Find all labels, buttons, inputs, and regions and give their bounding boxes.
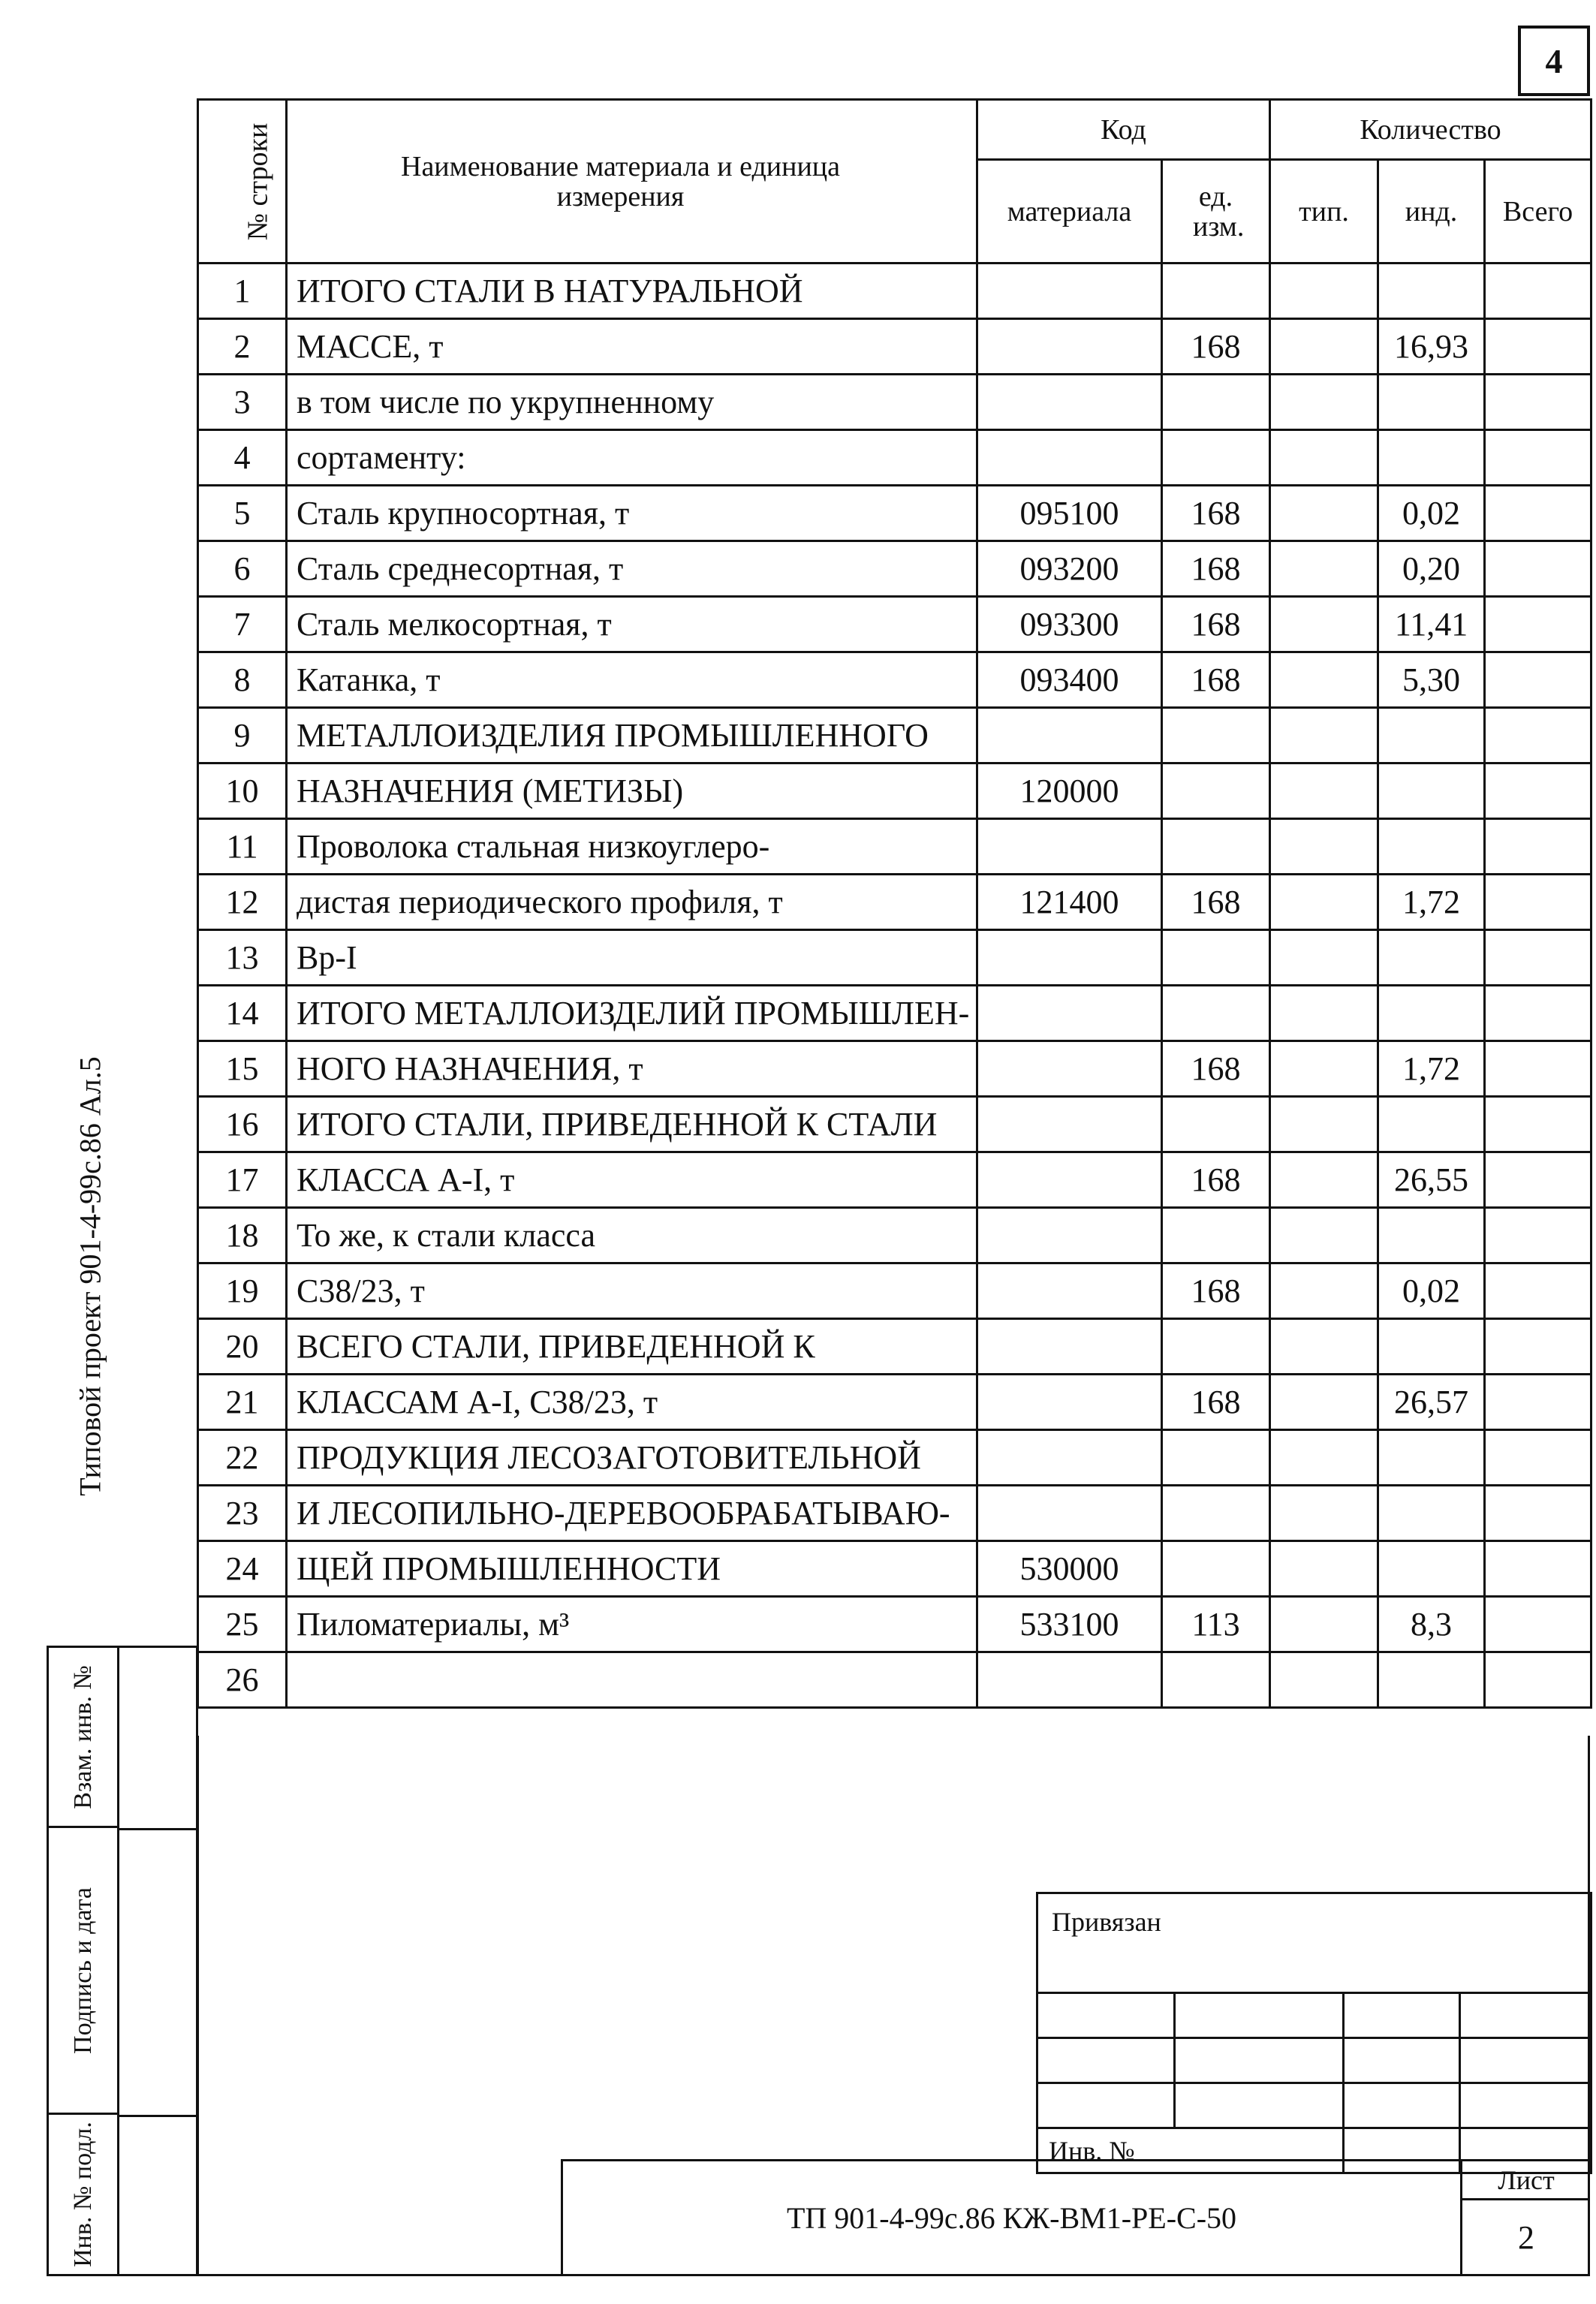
row-qty-ind-cell: 5,30	[1378, 652, 1485, 708]
row-unit-code-cell	[1162, 763, 1270, 819]
exchange-inv-cell: Взам. инв. №	[49, 1648, 119, 1828]
row-number-cell: 23	[198, 1486, 287, 1541]
row-qty-total-cell	[1485, 1152, 1591, 1208]
table-row	[198, 319, 1591, 375]
row-qty-typ-cell	[1270, 1319, 1378, 1375]
header-code-group: Код	[977, 100, 1270, 160]
row-qty-typ-cell	[1270, 1375, 1378, 1430]
row-number-cell: 22	[198, 1430, 287, 1486]
row-qty-ind-cell	[1378, 708, 1485, 763]
row-qty-typ-cell	[1270, 1041, 1378, 1097]
title-block	[561, 2159, 1590, 2276]
row-number-cell: 1	[198, 264, 287, 319]
table-row	[198, 1597, 1591, 1652]
row-material-code-cell	[977, 1097, 1162, 1152]
row-qty-ind-cell	[1378, 986, 1485, 1041]
row-unit-code-cell: 168	[1162, 486, 1270, 541]
table-row	[198, 264, 1591, 319]
row-qty-ind-cell: 1,72	[1378, 1041, 1485, 1097]
row-unit-code-cell	[1162, 1097, 1270, 1152]
left-approval-strip	[47, 1646, 198, 2276]
row-qty-typ-cell	[1270, 986, 1378, 1041]
row-name-cell: сортаменту:	[287, 430, 977, 486]
table-row	[198, 1375, 1591, 1430]
row-qty-typ-cell	[1270, 763, 1378, 819]
row-qty-total-cell	[1485, 597, 1591, 652]
row-qty-total-cell	[1485, 264, 1591, 319]
row-name-cell: Пиломатериалы, м³	[287, 1597, 977, 1652]
row-qty-typ-cell	[1270, 264, 1378, 319]
table-row	[198, 375, 1591, 430]
row-qty-total-cell	[1485, 652, 1591, 708]
row-name-cell: КЛАССАМ А-I, С38/23, т	[287, 1375, 977, 1430]
row-unit-code-cell: 168	[1162, 652, 1270, 708]
row-qty-typ-cell	[1270, 1541, 1378, 1597]
row-qty-total-cell	[1485, 1319, 1591, 1375]
row-qty-typ-cell	[1270, 1486, 1378, 1541]
row-qty-total-cell	[1485, 930, 1591, 986]
row-qty-ind-cell	[1378, 1430, 1485, 1486]
row-qty-ind-cell	[1378, 1319, 1485, 1375]
row-material-code-cell	[977, 1430, 1162, 1486]
row-name-cell: Катанка, т	[287, 652, 977, 708]
row-material-code-cell	[977, 1041, 1162, 1097]
row-number-cell: 15	[198, 1041, 287, 1097]
row-unit-code-cell	[1162, 1208, 1270, 1263]
row-material-code-cell	[977, 1208, 1162, 1263]
header-qty-typ: тип.	[1270, 160, 1378, 264]
row-qty-ind-cell: 8,3	[1378, 1597, 1485, 1652]
row-name-cell: в том числе по укрупненному	[287, 375, 977, 430]
row-material-code-cell	[977, 819, 1162, 875]
table-row	[198, 597, 1591, 652]
row-material-code-cell: 120000	[977, 763, 1162, 819]
row-qty-ind-cell	[1378, 430, 1485, 486]
row-qty-total-cell	[1485, 1041, 1591, 1097]
row-qty-ind-cell: 11,41	[1378, 597, 1485, 652]
row-name-cell: ИТОГО СТАЛИ, ПРИВЕДЕННОЙ К СТАЛИ	[287, 1097, 977, 1152]
table-row	[198, 1097, 1591, 1152]
row-qty-total-cell	[1485, 1097, 1591, 1152]
row-material-code-cell	[977, 319, 1162, 375]
row-name-cell: МАССЕ, т	[287, 319, 977, 375]
row-qty-total-cell	[1485, 1652, 1591, 1708]
row-name-cell: Проволока стальная низкоуглеро-	[287, 819, 977, 875]
row-number-cell: 13	[198, 930, 287, 986]
row-number-cell: 24	[198, 1541, 287, 1597]
table-row	[198, 1430, 1591, 1486]
row-qty-typ-cell	[1270, 930, 1378, 986]
table-row	[198, 930, 1591, 986]
row-unit-code-cell: 168	[1162, 1375, 1270, 1430]
row-name-cell: Вр-I	[287, 930, 977, 986]
row-name-cell: КЛАССА А-I, т	[287, 1152, 977, 1208]
row-qty-typ-cell	[1270, 430, 1378, 486]
header-name: Наименование материала и единица измерения	[287, 100, 977, 264]
row-name-cell: С38/23, т	[287, 1263, 977, 1319]
row-qty-total-cell	[1485, 1208, 1591, 1263]
row-qty-typ-cell	[1270, 1152, 1378, 1208]
row-qty-typ-cell	[1270, 1097, 1378, 1152]
row-qty-ind-cell: 0,02	[1378, 1263, 1485, 1319]
row-unit-code-cell	[1162, 264, 1270, 319]
row-number-cell: 21	[198, 1375, 287, 1430]
row-qty-total-cell	[1485, 1597, 1591, 1652]
table-row	[198, 652, 1591, 708]
row-qty-ind-cell	[1378, 763, 1485, 819]
row-qty-typ-cell	[1270, 1263, 1378, 1319]
row-name-cell	[287, 1652, 977, 1708]
row-qty-ind-cell	[1378, 1486, 1485, 1541]
row-name-cell: НАЗНАЧЕНИЯ (МЕТИЗЫ)	[287, 763, 977, 819]
row-material-code-cell	[977, 930, 1162, 986]
project-side-title: Типовой проект 901-4-99с.86 Ал.5	[73, 1056, 107, 1496]
table-row	[198, 1652, 1591, 1708]
header-quantity-group: Количество	[1270, 100, 1591, 160]
row-unit-code-cell	[1162, 819, 1270, 875]
row-qty-typ-cell	[1270, 319, 1378, 375]
row-material-code-cell	[977, 1152, 1162, 1208]
row-unit-code-cell	[1162, 1319, 1270, 1375]
row-qty-ind-cell: 1,72	[1378, 875, 1485, 930]
row-qty-ind-cell	[1378, 1541, 1485, 1597]
table-row	[198, 1319, 1591, 1375]
row-unit-code-cell	[1162, 375, 1270, 430]
row-name-cell: МЕТАЛЛОИЗДЕЛИЯ ПРОМЫШЛЕННОГО	[287, 708, 977, 763]
row-material-code-cell: 121400	[977, 875, 1162, 930]
row-qty-typ-cell	[1270, 375, 1378, 430]
row-material-code-cell	[977, 375, 1162, 430]
row-material-code-cell: 095100	[977, 486, 1162, 541]
row-unit-code-cell: 113	[1162, 1597, 1270, 1652]
row-unit-code-cell	[1162, 930, 1270, 986]
row-name-cell: дистая периодического профиля, т	[287, 875, 977, 930]
row-material-code-cell	[977, 1486, 1162, 1541]
row-qty-total-cell	[1485, 430, 1591, 486]
signature-date-cell: Подпись и дата	[49, 1828, 119, 2115]
row-unit-code-cell: 168	[1162, 597, 1270, 652]
row-material-code-cell: 530000	[977, 1541, 1162, 1597]
row-qty-typ-cell	[1270, 652, 1378, 708]
row-qty-typ-cell	[1270, 486, 1378, 541]
row-material-code-cell: 093400	[977, 652, 1162, 708]
row-number-cell: 18	[198, 1208, 287, 1263]
document-code: ТП 901-4-99с.86 КЖ-ВМ1-РЕ-С-50	[786, 2200, 1237, 2235]
row-number-cell: 20	[198, 1319, 287, 1375]
row-name-cell: Сталь крупносортная, т	[287, 486, 977, 541]
table-row	[198, 1208, 1591, 1263]
row-number-cell: 4	[198, 430, 287, 486]
table-row	[198, 819, 1591, 875]
header-code-material: материала	[977, 160, 1162, 264]
row-qty-ind-cell: 26,57	[1378, 1375, 1485, 1430]
row-number-cell: 3	[198, 375, 287, 430]
row-number-cell: 7	[198, 597, 287, 652]
row-qty-ind-cell	[1378, 375, 1485, 430]
row-qty-typ-cell	[1270, 708, 1378, 763]
row-unit-code-cell: 168	[1162, 1152, 1270, 1208]
header-qty-ind: инд.	[1378, 160, 1485, 264]
row-material-code-cell	[977, 1652, 1162, 1708]
sheet-label: Лист	[1462, 2161, 1590, 2200]
row-qty-ind-cell: 0,20	[1378, 541, 1485, 597]
row-name-cell: ВСЕГО СТАЛИ, ПРИВЕДЕННОЙ К	[287, 1319, 977, 1375]
row-qty-total-cell	[1485, 541, 1591, 597]
row-qty-total-cell	[1485, 763, 1591, 819]
header-row-number: № строки	[198, 100, 287, 264]
table-row	[198, 1152, 1591, 1208]
row-qty-ind-cell: 0,02	[1378, 486, 1485, 541]
row-qty-total-cell	[1485, 375, 1591, 430]
sheet-number: 2	[1518, 2218, 1534, 2256]
row-number-cell: 12	[198, 875, 287, 930]
attached-label: Привязан	[1037, 1893, 1591, 1993]
page-number: 4	[1518, 26, 1590, 96]
sheet-box	[1460, 2161, 1588, 2274]
row-unit-code-cell	[1162, 1430, 1270, 1486]
row-material-code-cell	[977, 430, 1162, 486]
row-number-cell: 5	[198, 486, 287, 541]
table-row	[198, 541, 1591, 597]
row-qty-total-cell	[1485, 1375, 1591, 1430]
row-qty-typ-cell	[1270, 875, 1378, 930]
row-material-code-cell	[977, 986, 1162, 1041]
row-unit-code-cell: 168	[1162, 1263, 1270, 1319]
row-qty-ind-cell	[1378, 1097, 1485, 1152]
table-row	[198, 1041, 1591, 1097]
row-qty-typ-cell	[1270, 1597, 1378, 1652]
row-qty-total-cell	[1485, 1430, 1591, 1486]
row-qty-total-cell	[1485, 1486, 1591, 1541]
table-row	[198, 708, 1591, 763]
row-unit-code-cell	[1162, 1541, 1270, 1597]
row-unit-code-cell	[1162, 986, 1270, 1041]
row-material-code-cell	[977, 1319, 1162, 1375]
row-unit-code-cell	[1162, 430, 1270, 486]
row-qty-typ-cell	[1270, 1430, 1378, 1486]
row-qty-total-cell	[1485, 1263, 1591, 1319]
row-qty-ind-cell	[1378, 930, 1485, 986]
materials-table	[197, 98, 1592, 1709]
row-number-cell: 8	[198, 652, 287, 708]
row-unit-code-cell: 168	[1162, 875, 1270, 930]
row-unit-code-cell: 168	[1162, 319, 1270, 375]
row-material-code-cell: 533100	[977, 1597, 1162, 1652]
row-number-cell: 16	[198, 1097, 287, 1152]
row-qty-total-cell	[1485, 875, 1591, 930]
row-qty-typ-cell	[1270, 1652, 1378, 1708]
row-qty-ind-cell	[1378, 819, 1485, 875]
row-qty-ind-cell	[1378, 1208, 1485, 1263]
row-qty-typ-cell	[1270, 541, 1378, 597]
row-qty-ind-cell	[1378, 264, 1485, 319]
table-row	[198, 1263, 1591, 1319]
row-name-cell: НОГО НАЗНАЧЕНИЯ, т	[287, 1041, 977, 1097]
row-name-cell: ПРОДУКЦИЯ ЛЕСОЗАГОТОВИТЕЛЬНОЙ	[287, 1430, 977, 1486]
table-row	[198, 1541, 1591, 1597]
row-qty-total-cell	[1485, 819, 1591, 875]
row-number-cell: 26	[198, 1652, 287, 1708]
row-number-cell: 11	[198, 819, 287, 875]
row-name-cell: Сталь среднесортная, т	[287, 541, 977, 597]
row-qty-total-cell	[1485, 708, 1591, 763]
row-qty-ind-cell: 16,93	[1378, 319, 1485, 375]
row-qty-ind-cell: 26,55	[1378, 1152, 1485, 1208]
row-qty-typ-cell	[1270, 597, 1378, 652]
row-number-cell: 25	[198, 1597, 287, 1652]
row-name-cell: И ЛЕСОПИЛЬНО-ДЕРЕВООБРАБАТЫВАЮ-	[287, 1486, 977, 1541]
row-unit-code-cell: 168	[1162, 541, 1270, 597]
row-unit-code-cell: 168	[1162, 1041, 1270, 1097]
row-material-code-cell: 093200	[977, 541, 1162, 597]
table-row	[198, 875, 1591, 930]
header-code-unit: ед. изм.	[1162, 160, 1270, 264]
row-qty-total-cell	[1485, 986, 1591, 1041]
row-material-code-cell: 093300	[977, 597, 1162, 652]
row-material-code-cell	[977, 1263, 1162, 1319]
inv-no-label: Инв. №	[1037, 2128, 1344, 2173]
table-row	[198, 763, 1591, 819]
row-name-cell: ЩЕЙ ПРОМЫШЛЕННОСТИ	[287, 1541, 977, 1597]
row-name-cell: ИТОГО СТАЛИ В НАТУРАЛЬНОЙ	[287, 264, 977, 319]
row-number-cell: 10	[198, 763, 287, 819]
row-number-cell: 14	[198, 986, 287, 1041]
row-material-code-cell	[977, 1375, 1162, 1430]
row-qty-total-cell	[1485, 486, 1591, 541]
row-material-code-cell	[977, 708, 1162, 763]
row-number-cell: 9	[198, 708, 287, 763]
table-row	[198, 430, 1591, 486]
table-row	[198, 986, 1591, 1041]
row-unit-code-cell	[1162, 1486, 1270, 1541]
inv-original-cell: Инв. № подл.	[49, 2115, 119, 2274]
row-material-code-cell	[977, 264, 1162, 319]
row-name-cell: То же, к стали класса	[287, 1208, 977, 1263]
row-name-cell: Сталь мелкосортная, т	[287, 597, 977, 652]
row-number-cell: 2	[198, 319, 287, 375]
row-qty-typ-cell	[1270, 1208, 1378, 1263]
row-qty-total-cell	[1485, 1541, 1591, 1597]
header-qty-total: Всего	[1485, 160, 1591, 264]
row-name-cell: ИТОГО МЕТАЛЛОИЗДЕЛИЙ ПРОМЫШЛЕН-	[287, 986, 977, 1041]
attachment-stamp	[1036, 1892, 1592, 2174]
row-qty-total-cell	[1485, 319, 1591, 375]
table-row	[198, 486, 1591, 541]
row-unit-code-cell	[1162, 708, 1270, 763]
row-number-cell: 6	[198, 541, 287, 597]
row-number-cell: 17	[198, 1152, 287, 1208]
row-qty-typ-cell	[1270, 819, 1378, 875]
row-qty-ind-cell	[1378, 1652, 1485, 1708]
row-unit-code-cell	[1162, 1652, 1270, 1708]
table-row	[198, 1486, 1591, 1541]
row-number-cell: 19	[198, 1263, 287, 1319]
